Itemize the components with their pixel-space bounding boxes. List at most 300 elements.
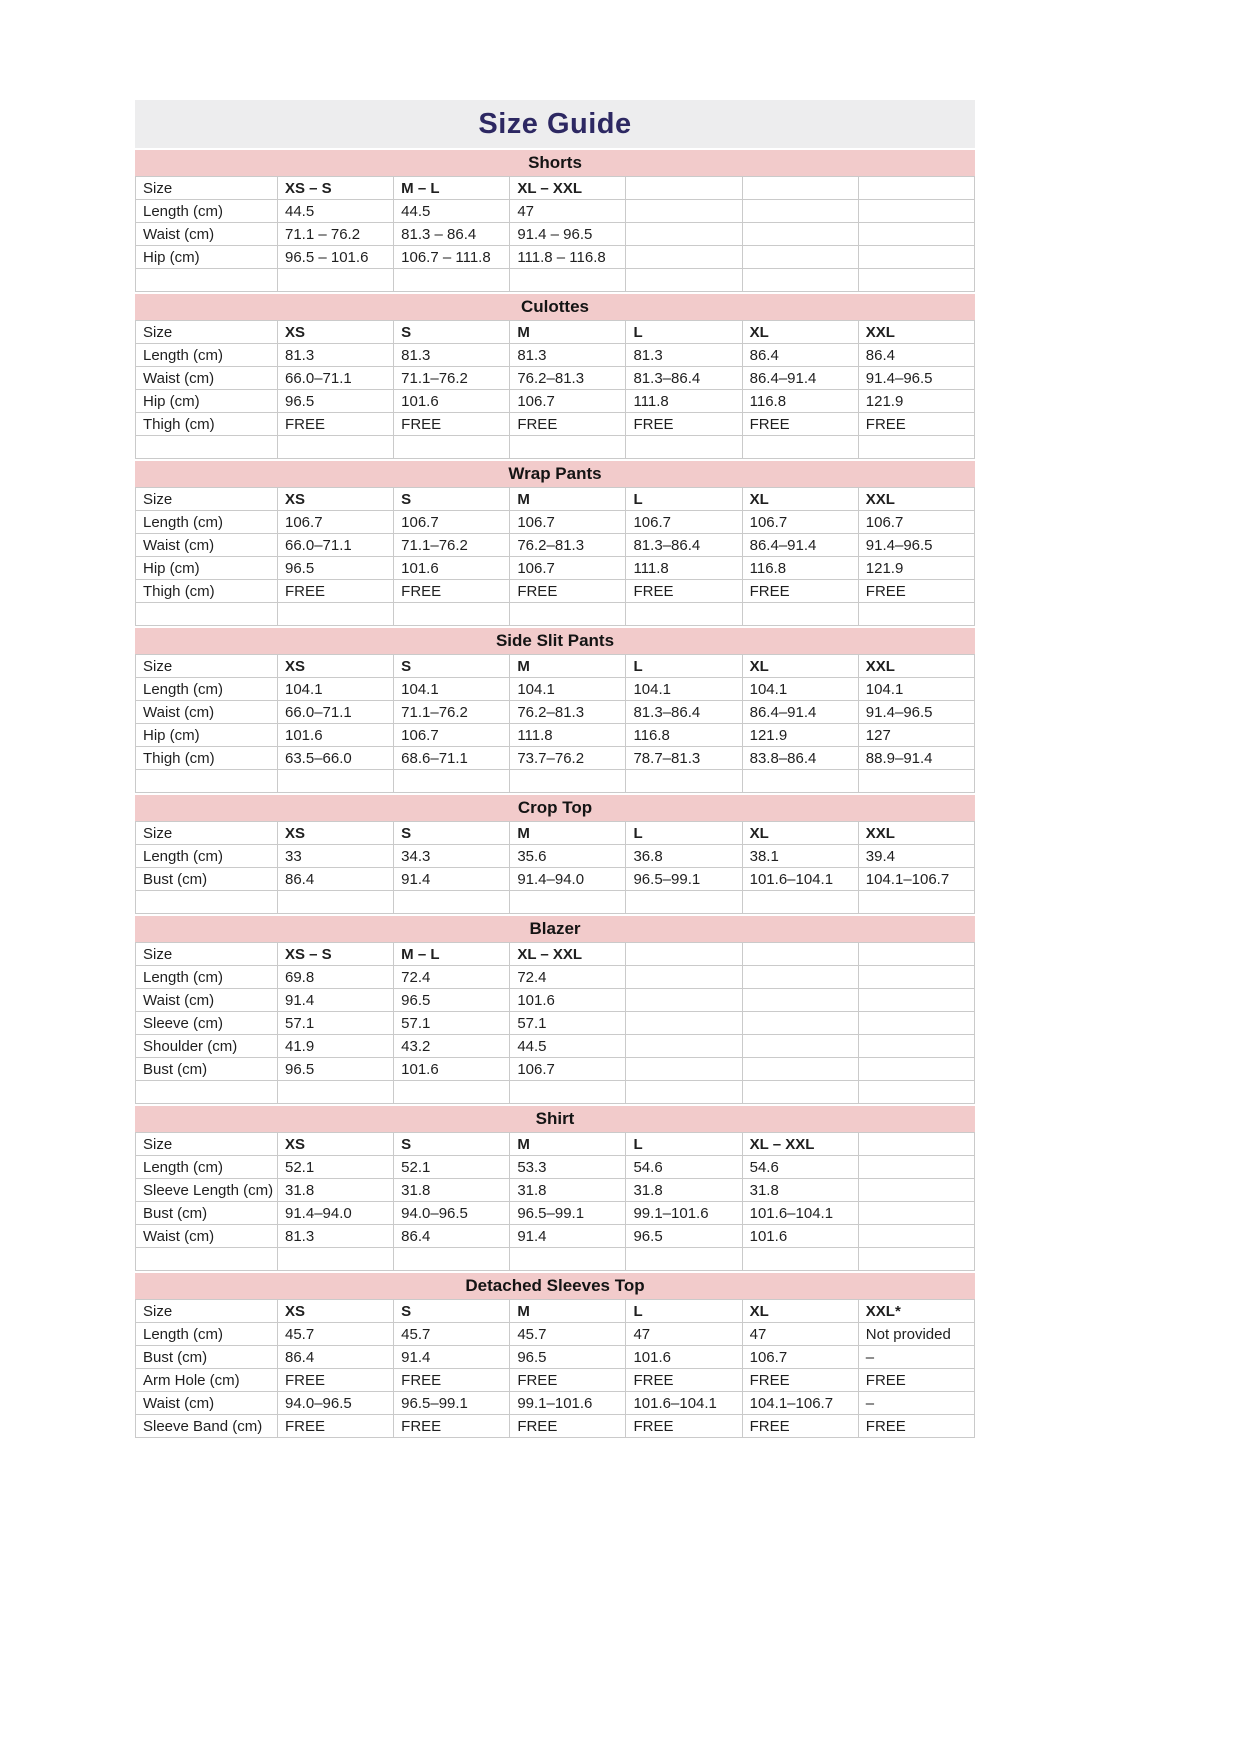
- table-cell: [742, 246, 858, 269]
- size-col-header: XL: [742, 1300, 858, 1323]
- table-row: [136, 724, 975, 747]
- table-row: [136, 580, 975, 603]
- table-cell: 96.5–99.1: [394, 1392, 510, 1415]
- section-wrap-pants: [135, 461, 975, 626]
- row-label: Waist (cm): [136, 367, 278, 390]
- table-row: [136, 511, 975, 534]
- size-label: Size: [136, 1133, 278, 1156]
- table-cell: FREE: [742, 580, 858, 603]
- table-cell: 53.3: [510, 1156, 626, 1179]
- size-col-header: M: [510, 488, 626, 511]
- table-cell: [858, 1035, 974, 1058]
- table-cell: FREE: [394, 580, 510, 603]
- spacer-cell: [136, 269, 278, 292]
- table-cell: FREE: [858, 1369, 974, 1392]
- spacer-cell: [510, 1081, 626, 1104]
- table-cell: [858, 1202, 974, 1225]
- table-cell: 101.6–104.1: [742, 868, 858, 891]
- table-cell: [858, 1225, 974, 1248]
- section-title: Crop Top: [135, 795, 975, 821]
- spacer-cell: [278, 1081, 394, 1104]
- row-label: Length (cm): [136, 1323, 278, 1346]
- spacer-cell: [858, 603, 974, 626]
- table-cell: FREE: [858, 413, 974, 436]
- row-label: Sleeve Length (cm): [136, 1179, 278, 1202]
- size-col-header: [858, 943, 974, 966]
- spacer-row: [136, 603, 975, 626]
- section-title: Culottes: [135, 294, 975, 320]
- table-cell: 116.8: [742, 390, 858, 413]
- table-cell: [858, 1156, 974, 1179]
- size-col-header: XS – S: [278, 943, 394, 966]
- table-cell: 106.7: [742, 1346, 858, 1369]
- table-cell: 104.1: [858, 678, 974, 701]
- section-side-slit-pants: [135, 628, 975, 793]
- table-cell: FREE: [626, 413, 742, 436]
- section-title: Shirt: [135, 1106, 975, 1132]
- row-label: Waist (cm): [136, 1392, 278, 1415]
- table-row: [136, 747, 975, 770]
- spacer-cell: [394, 269, 510, 292]
- table-cell: 86.4–91.4: [742, 534, 858, 557]
- table-row: [136, 966, 975, 989]
- table-cell: FREE: [510, 413, 626, 436]
- table-cell: 106.7: [510, 390, 626, 413]
- table-row: [136, 1058, 975, 1081]
- table-cell: [858, 1179, 974, 1202]
- table-cell: 57.1: [510, 1012, 626, 1035]
- table-cell: 111.8: [626, 557, 742, 580]
- table-cell: 34.3: [394, 845, 510, 868]
- table-cell: 81.3: [626, 344, 742, 367]
- size-col-header: L: [626, 822, 742, 845]
- table-cell: 106.7: [858, 511, 974, 534]
- table-cell: 83.8–86.4: [742, 747, 858, 770]
- row-label: Bust (cm): [136, 868, 278, 891]
- spacer-cell: [626, 891, 742, 914]
- size-col-header: XXL: [858, 822, 974, 845]
- row-label: Shoulder (cm): [136, 1035, 278, 1058]
- row-label: Length (cm): [136, 511, 278, 534]
- table-cell: 31.8: [278, 1179, 394, 1202]
- table-cell: 66.0–71.1: [278, 701, 394, 724]
- size-col-header: [742, 177, 858, 200]
- spacer-cell: [278, 770, 394, 793]
- page-title: Size Guide: [135, 100, 975, 148]
- table-cell: 91.4 – 96.5: [510, 223, 626, 246]
- table-row: [136, 868, 975, 891]
- size-col-header: M: [510, 1133, 626, 1156]
- table-cell: 86.4: [278, 868, 394, 891]
- size-header-row: [136, 655, 975, 678]
- table-cell: 44.5: [510, 1035, 626, 1058]
- table-cell: 44.5: [278, 200, 394, 223]
- table-cell: 104.1: [626, 678, 742, 701]
- table-cell: 121.9: [858, 390, 974, 413]
- table-cell: 86.4–91.4: [742, 367, 858, 390]
- row-label: Length (cm): [136, 845, 278, 868]
- table-cell: 94.0–96.5: [278, 1392, 394, 1415]
- table-cell: FREE: [278, 413, 394, 436]
- table-cell: 31.8: [626, 1179, 742, 1202]
- table-cell: 104.1: [742, 678, 858, 701]
- size-col-header: L: [626, 321, 742, 344]
- size-table: [135, 487, 975, 626]
- spacer-cell: [136, 891, 278, 914]
- row-label: Thigh (cm): [136, 747, 278, 770]
- table-cell: 78.7–81.3: [626, 747, 742, 770]
- row-label: Hip (cm): [136, 724, 278, 747]
- table-row: [136, 1179, 975, 1202]
- table-cell: [626, 200, 742, 223]
- size-col-header: XS – S: [278, 177, 394, 200]
- table-cell: [858, 223, 974, 246]
- row-label: Length (cm): [136, 678, 278, 701]
- table-cell: 72.4: [394, 966, 510, 989]
- table-cell: 76.2–81.3: [510, 534, 626, 557]
- spacer-cell: [626, 770, 742, 793]
- table-cell: 111.8: [510, 724, 626, 747]
- table-cell: 86.4: [278, 1346, 394, 1369]
- table-row: [136, 367, 975, 390]
- table-cell: [626, 966, 742, 989]
- size-col-header: S: [394, 822, 510, 845]
- table-cell: 104.1–106.7: [858, 868, 974, 891]
- table-cell: 35.6: [510, 845, 626, 868]
- table-cell: 39.4: [858, 845, 974, 868]
- section-shirt: [135, 1106, 975, 1271]
- table-cell: 111.8: [626, 390, 742, 413]
- table-cell: 91.4: [510, 1225, 626, 1248]
- table-cell: 45.7: [278, 1323, 394, 1346]
- section-culottes: [135, 294, 975, 459]
- table-cell: 41.9: [278, 1035, 394, 1058]
- table-cell: 57.1: [394, 1012, 510, 1035]
- size-col-header: [626, 177, 742, 200]
- spacer-row: [136, 1081, 975, 1104]
- table-cell: FREE: [278, 1415, 394, 1438]
- spacer-cell: [394, 603, 510, 626]
- size-label: Size: [136, 943, 278, 966]
- table-cell: [858, 966, 974, 989]
- table-cell: 101.6: [394, 1058, 510, 1081]
- table-cell: 71.1–76.2: [394, 701, 510, 724]
- table-cell: 44.5: [394, 200, 510, 223]
- table-cell: 86.4: [394, 1225, 510, 1248]
- table-cell: FREE: [394, 413, 510, 436]
- table-cell: 101.6–104.1: [742, 1202, 858, 1225]
- size-table: [135, 176, 975, 292]
- size-table: [135, 654, 975, 793]
- size-header-row: [136, 1133, 975, 1156]
- table-cell: [858, 200, 974, 223]
- row-label: Waist (cm): [136, 223, 278, 246]
- table-cell: 81.3–86.4: [626, 534, 742, 557]
- table-cell: –: [858, 1346, 974, 1369]
- table-row: [136, 223, 975, 246]
- table-cell: 101.6: [626, 1346, 742, 1369]
- table-cell: 54.6: [742, 1156, 858, 1179]
- spacer-cell: [394, 891, 510, 914]
- table-cell: FREE: [510, 1369, 626, 1392]
- size-col-header: M: [510, 321, 626, 344]
- table-cell: [858, 246, 974, 269]
- size-guide-document: [135, 100, 975, 1438]
- table-cell: 66.0–71.1: [278, 534, 394, 557]
- spacer-cell: [626, 603, 742, 626]
- spacer-cell: [394, 1081, 510, 1104]
- size-col-header: XL: [742, 488, 858, 511]
- table-row: [136, 989, 975, 1012]
- size-col-header: XL: [742, 822, 858, 845]
- table-row: [136, 1323, 975, 1346]
- table-cell: [742, 200, 858, 223]
- table-row: [136, 1035, 975, 1058]
- row-label: Hip (cm): [136, 390, 278, 413]
- spacer-cell: [278, 603, 394, 626]
- size-col-header: S: [394, 1133, 510, 1156]
- table-row: [136, 1369, 975, 1392]
- row-label: Sleeve Band (cm): [136, 1415, 278, 1438]
- section-title: Blazer: [135, 916, 975, 942]
- table-cell: 86.4–91.4: [742, 701, 858, 724]
- spacer-cell: [626, 1248, 742, 1271]
- table-cell: 52.1: [278, 1156, 394, 1179]
- size-col-header: XS: [278, 321, 394, 344]
- spacer-cell: [510, 891, 626, 914]
- table-cell: FREE: [626, 1415, 742, 1438]
- spacer-cell: [510, 603, 626, 626]
- spacer-row: [136, 269, 975, 292]
- table-cell: 106.7: [394, 724, 510, 747]
- table-cell: 81.3–86.4: [626, 367, 742, 390]
- size-header-row: [136, 943, 975, 966]
- table-row: [136, 246, 975, 269]
- table-row: [136, 200, 975, 223]
- table-cell: FREE: [510, 580, 626, 603]
- size-header-row: [136, 177, 975, 200]
- table-cell: 66.0–71.1: [278, 367, 394, 390]
- table-cell: FREE: [278, 580, 394, 603]
- size-table: [135, 320, 975, 459]
- table-cell: FREE: [742, 413, 858, 436]
- spacer-cell: [742, 269, 858, 292]
- table-cell: 31.8: [510, 1179, 626, 1202]
- size-col-header: XS: [278, 1300, 394, 1323]
- table-row: [136, 1225, 975, 1248]
- size-label: Size: [136, 321, 278, 344]
- table-cell: [858, 1058, 974, 1081]
- spacer-cell: [136, 603, 278, 626]
- table-cell: 76.2–81.3: [510, 701, 626, 724]
- spacer-cell: [742, 1081, 858, 1104]
- spacer-cell: [510, 269, 626, 292]
- table-cell: 81.3: [278, 344, 394, 367]
- section-blazer: [135, 916, 975, 1104]
- table-cell: 33: [278, 845, 394, 868]
- table-cell: 43.2: [394, 1035, 510, 1058]
- table-cell: 101.6: [278, 724, 394, 747]
- size-table: [135, 821, 975, 914]
- size-col-header: XL – XXL: [742, 1133, 858, 1156]
- table-cell: 47: [626, 1323, 742, 1346]
- table-cell: 106.7: [510, 557, 626, 580]
- table-cell: 116.8: [742, 557, 858, 580]
- table-row: [136, 845, 975, 868]
- section-shorts: [135, 150, 975, 292]
- table-cell: [626, 223, 742, 246]
- row-label: Bust (cm): [136, 1202, 278, 1225]
- table-cell: FREE: [742, 1415, 858, 1438]
- size-col-header: XS: [278, 655, 394, 678]
- table-cell: 106.7: [742, 511, 858, 534]
- table-row: [136, 1156, 975, 1179]
- spacer-cell: [510, 436, 626, 459]
- size-col-header: M: [510, 655, 626, 678]
- table-cell: 45.7: [394, 1323, 510, 1346]
- row-label: Sleeve (cm): [136, 1012, 278, 1035]
- table-cell: 47: [742, 1323, 858, 1346]
- row-label: Waist (cm): [136, 1225, 278, 1248]
- table-cell: 91.4–96.5: [858, 701, 974, 724]
- table-cell: 31.8: [742, 1179, 858, 1202]
- row-label: Thigh (cm): [136, 413, 278, 436]
- spacer-cell: [510, 770, 626, 793]
- table-cell: 96.5: [278, 390, 394, 413]
- table-row: [136, 701, 975, 724]
- table-cell: FREE: [858, 580, 974, 603]
- spacer-cell: [136, 770, 278, 793]
- table-cell: 47: [510, 200, 626, 223]
- row-label: Hip (cm): [136, 246, 278, 269]
- spacer-cell: [394, 436, 510, 459]
- table-cell: –: [858, 1392, 974, 1415]
- size-col-header: L: [626, 488, 742, 511]
- table-cell: FREE: [626, 1369, 742, 1392]
- size-col-header: XL – XXL: [510, 177, 626, 200]
- spacer-row: [136, 770, 975, 793]
- table-cell: 38.1: [742, 845, 858, 868]
- table-cell: 91.4–96.5: [858, 367, 974, 390]
- spacer-cell: [858, 1081, 974, 1104]
- table-cell: [742, 223, 858, 246]
- size-col-header: S: [394, 1300, 510, 1323]
- row-label: Bust (cm): [136, 1058, 278, 1081]
- size-col-header: XS: [278, 488, 394, 511]
- size-table: [135, 1132, 975, 1271]
- table-cell: 52.1: [394, 1156, 510, 1179]
- table-cell: [858, 1012, 974, 1035]
- section-title: Detached Sleeves Top: [135, 1273, 975, 1299]
- spacer-row: [136, 1248, 975, 1271]
- row-label: Thigh (cm): [136, 580, 278, 603]
- section-title: Wrap Pants: [135, 461, 975, 487]
- spacer-cell: [858, 891, 974, 914]
- section-title: Side Slit Pants: [135, 628, 975, 654]
- table-cell: 68.6–71.1: [394, 747, 510, 770]
- table-cell: 91.4–94.0: [510, 868, 626, 891]
- table-cell: FREE: [742, 1369, 858, 1392]
- table-row: [136, 1012, 975, 1035]
- table-cell: 101.6–104.1: [626, 1392, 742, 1415]
- size-header-row: [136, 488, 975, 511]
- spacer-cell: [136, 1081, 278, 1104]
- spacer-cell: [136, 436, 278, 459]
- size-col-header: S: [394, 321, 510, 344]
- table-cell: 91.4–94.0: [278, 1202, 394, 1225]
- table-cell: [742, 966, 858, 989]
- table-cell: 104.1: [510, 678, 626, 701]
- table-cell: [626, 1058, 742, 1081]
- table-cell: 91.4: [394, 868, 510, 891]
- spacer-cell: [394, 770, 510, 793]
- row-label: Waist (cm): [136, 701, 278, 724]
- table-cell: [858, 989, 974, 1012]
- table-cell: FREE: [858, 1415, 974, 1438]
- table-cell: 106.7: [394, 511, 510, 534]
- table-cell: 96.5: [510, 1346, 626, 1369]
- spacer-cell: [742, 603, 858, 626]
- size-header-row: [136, 822, 975, 845]
- spacer-cell: [742, 436, 858, 459]
- table-cell: FREE: [510, 1415, 626, 1438]
- size-col-header: XXL: [858, 321, 974, 344]
- size-col-header: XL: [742, 321, 858, 344]
- spacer-cell: [858, 770, 974, 793]
- table-row: [136, 390, 975, 413]
- size-label: Size: [136, 655, 278, 678]
- size-col-header: [742, 943, 858, 966]
- table-cell: FREE: [626, 580, 742, 603]
- size-col-header: M: [510, 822, 626, 845]
- table-cell: 86.4: [742, 344, 858, 367]
- table-cell: 99.1–101.6: [510, 1392, 626, 1415]
- section-crop-top: [135, 795, 975, 914]
- table-cell: 104.1–106.7: [742, 1392, 858, 1415]
- size-col-header: L: [626, 1133, 742, 1156]
- table-cell: 31.8: [394, 1179, 510, 1202]
- size-col-header: [858, 177, 974, 200]
- row-label: Length (cm): [136, 966, 278, 989]
- size-col-header: S: [394, 655, 510, 678]
- table-cell: [742, 1058, 858, 1081]
- table-cell: [626, 989, 742, 1012]
- spacer-cell: [136, 1248, 278, 1271]
- table-cell: 121.9: [742, 724, 858, 747]
- size-label: Size: [136, 1300, 278, 1323]
- spacer-row: [136, 891, 975, 914]
- section-title: Shorts: [135, 150, 975, 176]
- spacer-cell: [278, 269, 394, 292]
- table-row: [136, 344, 975, 367]
- spacer-cell: [278, 436, 394, 459]
- table-cell: [742, 1012, 858, 1035]
- table-cell: 73.7–76.2: [510, 747, 626, 770]
- size-col-header: XXL: [858, 488, 974, 511]
- table-cell: FREE: [278, 1369, 394, 1392]
- size-col-header: M – L: [394, 943, 510, 966]
- table-cell: [626, 1012, 742, 1035]
- table-cell: 91.4: [278, 989, 394, 1012]
- spacer-cell: [626, 269, 742, 292]
- size-label: Size: [136, 488, 278, 511]
- table-cell: 104.1: [278, 678, 394, 701]
- spacer-cell: [394, 1248, 510, 1271]
- table-row: [136, 534, 975, 557]
- size-col-header: XS: [278, 1133, 394, 1156]
- size-col-header: XL – XXL: [510, 943, 626, 966]
- table-row: [136, 413, 975, 436]
